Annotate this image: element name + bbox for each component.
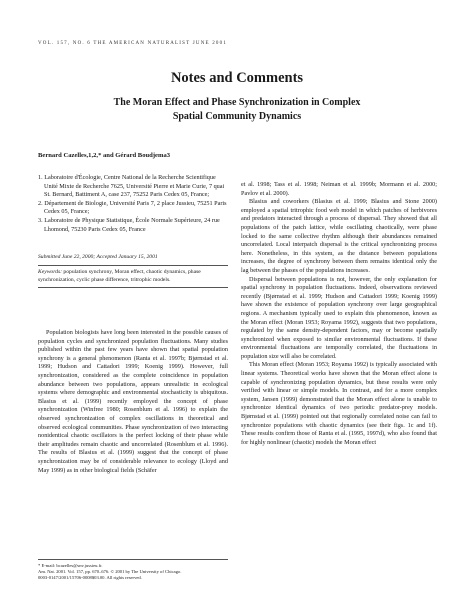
footnote-rights: 0003-0147/2001/15706-0008$03.00. All rights reserved. — [38, 575, 142, 580]
authors: Bernard Cazelles,1,2,* and Gérard Boudjema3 — [38, 152, 171, 159]
body-paragraph: Population biologists have long been interested in the possible causes of population cycles and synchronized population fluctuations. Many studies published within the past few years have shown that spatial population synchrony is a general phenomenon (Ranta et al. 1997b; Bjørnstad et al. 1999; Hudson and Cattadori 1999; Koenig 1999). However, full synchronization, considered as the complete coincidence in population abundance between two populations, appears unrealistic in ecological systems where demographic and environmental stochasticity is ubiquitous. Blasius et al. (1999) recently employed the concept of phase synchronization (Winfree 1980; Rosenblum et al. 1996) to explain the observed synchronization of complex oscillations in theoretical and observed ecological communities. Phase synchronization of two interacting nonidentical chaotic oscillators is the perfect locking of their phase while their amplitudes remain chaotic and uncorrelated (Rosenblum et al. 1996). The results of Blasius et al. (1999) suggest that the concept of phase synchronization may be of considerable relevance to ecology (Lloyd and May 1999) as in other biological fields (Schäfer — [38, 329, 228, 474]
keywords-label: Keywords: — [38, 269, 63, 275]
footnotes — [38, 559, 228, 581]
affiliation-1: 1. Laboratoire d'Écologie, Centre National de la Recherche Scientifique Unité Mixte de Recherche 7625, Université Pierre et Marie Curie, 7 quai St. Bernard, Battiment A, case 237, 75252 Paris Cedex 05, France; — [38, 174, 225, 199]
keywords-text: population synchrony, Moran effect, chaotic dynamics, phase synchronization, cyclic phase difference, tritrophic models. — [38, 269, 201, 283]
footnote-email: * E-mail: bcazelles@snv.jussieu.fr. — [38, 563, 103, 568]
article-title-line-1: The Moran Effect and Phase Synchronization in Complex — [113, 97, 361, 108]
keywords-box — [38, 265, 228, 288]
left-column-body — [38, 329, 228, 475]
article-title — [60, 96, 414, 124]
article-title-line-2: Spatial Community Dynamics — [172, 111, 302, 122]
body-paragraph: Blasius and coworkers (Blasius et al. 1999; Blasius and Stone 2000) employed a spatial tritrophic food web model in which patches of herbivores and predators interacted through a process of dispersal. They showed that all populations of the patch lattice, while oscillating chaotically, were phase locked to the same collective rhythm although their abundances remained uncorrelated. Local interpatch dispersal is the critical synchronizing process here. Nonetheless, in this system, as the distance between populations increases, the degree of synchrony between them remains identical only the lag between the phases of the populations increases. — [241, 198, 437, 274]
body-paragraph: This Moran effect (Moran 1953; Royama 1992) is typically associated with linear systems. Theoretical works have shown that the Moran effect alone is capable of synchronizing population dynamics, but these results were only verified with linear or simple models. In contrast, and for a more complex system, Jansen (1999) demonstrated that the Moran effect alone is unable to synchronize identical dynamics of two periodic predator-prey models. Bjørnstad et al. (1999) pointed out that regionally correlated noise can fail to synchronize populations with chaotic dynamics (see their figs. 1c and 1f). These results confirm those of Ranta et al. (1995, 1997d), who also found that for highly nonlinear (chaotic) models the Moran effect — [241, 361, 437, 446]
body-paragraph: et al. 1998; Tass et al. 1998; Neiman et al. 1999b; Mormann et al. 2000; Pavlov et al. 2000). — [241, 181, 437, 197]
submission-dates: Submitted June 22, 2000; Accepted January 15, 2001 — [38, 254, 158, 260]
footnote-citation: Am. Nat. 2001. Vol. 157, pp. 670–676. © 2001 by The University of Chicago. — [38, 569, 182, 574]
affiliations — [38, 174, 228, 234]
body-paragraph: Dispersal between populations is not, however, the only explanation for spatial synchrony in population fluctuations. Indeed, observations reviewed recently (Bjørnstad et al. 1999; Hudson and Cattadori 1999; Koenig 1999) have shown the existence of population synchrony over large geographical regions. A mechanism typically used to explain this phenomenon, known as the Moran effect (Moran 1953; Royama 1992), suggests that two populations, regulated by the same density-dependent factors, may or become spatially synchronized when exposed to similar environmental fluctuations. If these environmental fluctuations are temporally correlated, the fluctuations in population size will also be correlated. — [241, 275, 437, 360]
affiliation-3: 3. Laboratoire de Physique Statistique, École Normale Supérieure, 24 rue Lhomond, 75230 Paris Cedex 05, France — [38, 216, 220, 233]
affiliation-2: 2. Département de Biologie, Université Paris 7, 2 place Jussieu, 75251 Paris Cedex 05, France; — [38, 199, 227, 216]
running-head: VOL. 157, NO. 6 THE AMERICAN NATURALIST JUNE 2001 — [38, 41, 228, 46]
section-title: Notes and Comments — [170, 70, 304, 86]
right-column-body — [241, 181, 437, 447]
